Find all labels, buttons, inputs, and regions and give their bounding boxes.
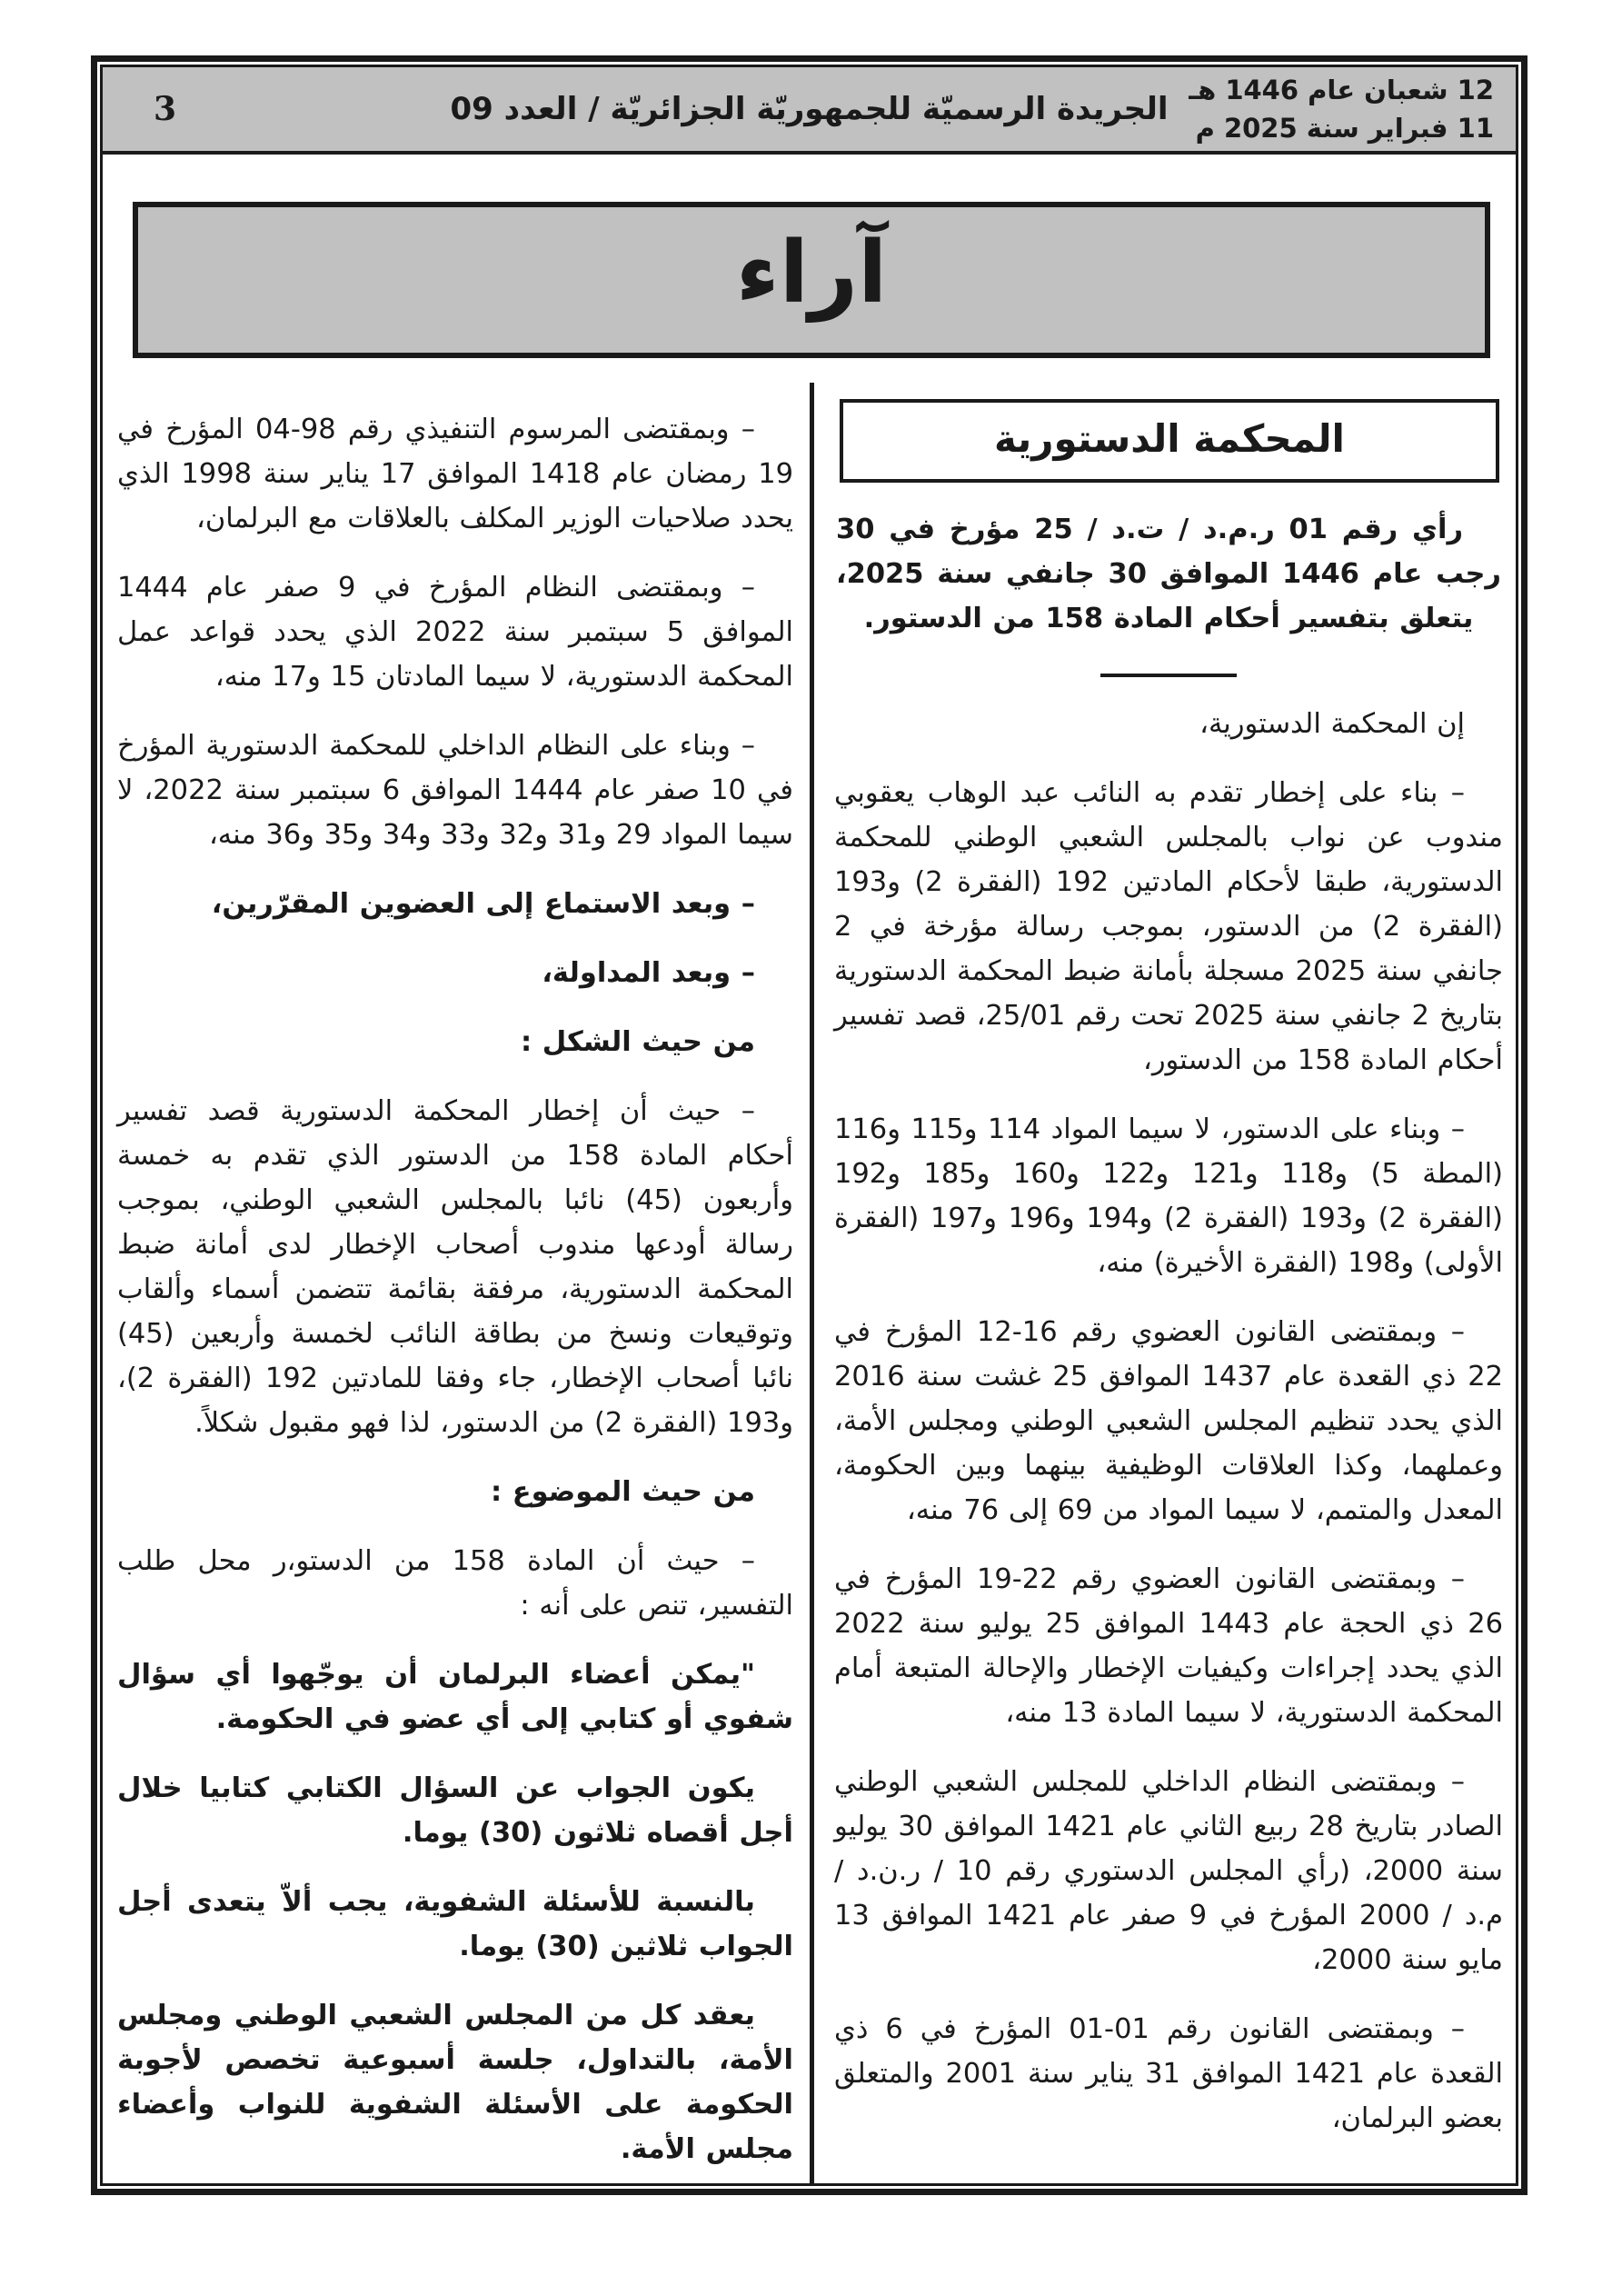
paragraph: – وبمقتضى القانون العضوي رقم 22-19 المؤرخ في 26 ذي الحجة عام 1443 الموافق 25 يوليو سنة 2022 الذي يحدد إجراءات وكيفيات الإخطار والإحالة المتبعة أمام المحكمة الدستورية، لا سيما المادة 13 منه، bbox=[834, 1563, 1503, 1730]
paragraph: بالنسبة للأسئلة الشفوية، يجب ألاّ يتعدى أجل الجواب ثلاثين (30) يوما. bbox=[117, 1886, 793, 1962]
page-inner-frame bbox=[100, 65, 1518, 2186]
page-number: 3 bbox=[154, 90, 177, 128]
paragraph: – وبناء على النظام الداخلي للمحكمة الدستورية المؤرخ في 10 صفر عام 1444 الموافق 6 سبتمبر سنة 2022، لا سيما المواد 29 و31 و32 و33 و34 و35 و36 منه، bbox=[117, 730, 793, 851]
column-left bbox=[103, 383, 810, 2183]
court-box bbox=[840, 399, 1499, 483]
paragraph: – وبمقتضى القانون العضوي رقم 16-12 المؤرخ في 22 ذي القعدة عام 1437 الموافق 25 غشت سنة 2016 الذي يحدد تنظيم المجلس الشعبي الوطني ومجلس الأمة، وعملهما، وكذا العلاقات الوظيفية بينهما وبين الحكومة، المعدل والمتمم، لا سيما المواد من 69 إلى 76 منه، bbox=[834, 1316, 1504, 1527]
paragraph: – وبمقتضى النظام الداخلي للمجلس الشعبي الوطني الصادر بتاريخ 28 ربيع الثاني عام 1421 الموافق 30 يوليو سنة 2000، (رأي المجلس الدستوري رقم 10 / ر.ن.د / م.د / 2000 المؤرخ في 9 صفر عام 1421 الموافق 13 مايو سنة 2000، bbox=[834, 1766, 1504, 1977]
section-banner-title: آراء bbox=[735, 224, 888, 323]
paragraph: – وبناء على الدستور، لا سيما المواد 114 و115 و116 (المطة 5) و118 و121 و122 و160 و185 و192 (الفقرة 2) و193 (الفقرة 2) و194 و196 و197 (الفقرة الأولى) و198 (الفقرة الأخيرة) منه، bbox=[834, 1113, 1503, 1280]
journal-title: الجريدة الرسميّة للجمهوريّة الجزائريّة / العدد 09 bbox=[450, 91, 1169, 127]
paragraph: – حيث أن إخطار المحكمة الدستورية قصد تفسير أحكام المادة 158 من الدستور الذي تقدم به خمسة وأربعون (45) نائبا بالمجلس الشعبي الوطني، بموجب رسالة أودعها مندوب أصحاب الإخطار لدى أمانة ضبط المحكمة الدستورية، مرفقة بقائمة تتضمن أسماء وألقاب وتوقيعات ونسخ من بطاقة النائب لخمسة وأربعين (45) نائبا أصحاب الإخطار، جاء وفقا للمادتين 192 (الفقرة 2)، و193 (الفقرة 2) من الدستور، لذا فهو مقبول شكلاً. bbox=[117, 1095, 793, 1439]
paragraph: – وبمقتضى القانون رقم 01-01 المؤرخ في 6 ذي القعدة عام 1421 الموافق 31 يناير سنة 2001 والمتعلق بعضو البرلمان، bbox=[834, 2013, 1504, 2135]
gregorian-date: 11 فبراير سنة 2025 م bbox=[1195, 113, 1494, 144]
paragraph: – وبمقتضى النظام المؤرخ في 9 صفر عام 1444 الموافق 5 سبتمبر سنة 2022 الذي يحدد قواعد عمل المحكمة الدستورية، لا سيما المادتان 15 و17 منه، bbox=[117, 572, 793, 693]
left-column-paragraphs bbox=[117, 407, 793, 2171]
paragraph: من حيث الموضوع : bbox=[490, 1476, 755, 1508]
separator-rule bbox=[1100, 674, 1237, 677]
columns bbox=[103, 383, 1516, 2183]
paragraph: يعقد كل من المجلس الشعبي الوطني ومجلس الأمة، بالتداول، جلسة أسبوعية تخصص لأجوبة الحكومة على الأسئلة الشفوية للنواب وأعضاء مجلس الأمة. bbox=[117, 2000, 793, 2165]
paragraph: يكون الجواب عن السؤال الكتابي كتابيا خلال أجل أقصاه ثلاثون (30) يوما. bbox=[117, 1772, 793, 1849]
right-column-paragraphs bbox=[834, 702, 1503, 2141]
paragraph: – وبمقتضى المرسوم التنفيذي رقم 98-04 المؤرخ في 19 رمضان عام 1418 الموافق 17 يناير سنة 1998 الذي يحدد صلاحيات الوزير المكلف بالعلاقات مع البرلمان، bbox=[117, 414, 793, 534]
paragraph: "يمكن أعضاء البرلمان أن يوجّهوا أي سؤال شفوي أو كتابي إلى أي عضو في الحكومة. bbox=[117, 1659, 793, 1735]
page-frame bbox=[91, 55, 1527, 2195]
paragraph: – بناء على إخطار تقدم به النائب عبد الوهاب يعقوبي مندوب عن نواب بالمجلس الشعبي الوطني للمحكمة الدستورية، طبقا لأحكام المادتين 192 (الفقرة 2) و193 (الفقرة 2) من الدستور، بموجب رسالة مؤرخة في 2 جانفي سنة 2025 مسجلة بأمانة ضبط المحكمة الدستورية بتاريخ 2 جانفي سنة 2025 تحت رقم 25/01، قصد تفسير أحكام المادة 158 من الدستور، bbox=[834, 777, 1503, 1077]
column-divider bbox=[810, 383, 814, 2183]
section-banner bbox=[133, 202, 1490, 358]
header-dates bbox=[1189, 71, 1494, 147]
header-band bbox=[103, 67, 1516, 155]
paragraph: إن المحكمة الدستورية، bbox=[1199, 708, 1465, 741]
court-box-title: المحكمة الدستورية bbox=[994, 416, 1345, 461]
opinion-lead: رأي رقم 01 ر.م.د / ت.د / 25 مؤرخ في 30 رجب عام 1446 الموافق 30 جانفي سنة 2025، يتعلق بتفسير أحكام المادة 158 من الدستور. bbox=[836, 514, 1501, 635]
paragraph: – حيث أن المادة 158 من الدستو،ر محل طلب التفسير، تنص على أنه : bbox=[117, 1545, 793, 1622]
hijri-date: 12 شعبان عام 1446 هـ bbox=[1189, 75, 1494, 105]
column-right bbox=[814, 383, 1516, 2183]
paragraph: من حيث الشكل : bbox=[520, 1026, 755, 1058]
paragraph: – وبعد الاستماع إلى العضوين المقرّرين، bbox=[211, 888, 755, 920]
paragraph: – وبعد المداولة، bbox=[542, 957, 755, 989]
